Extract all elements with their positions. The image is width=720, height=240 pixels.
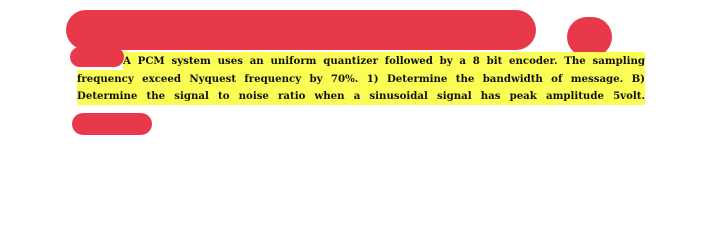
- redacted-mark: [567, 17, 612, 57]
- question-line-3: [77, 87, 657, 105]
- question-line-2: [77, 70, 657, 88]
- redacted-question-number: [70, 47, 124, 67]
- question-line-1: [77, 52, 657, 70]
- redacted-header: [66, 10, 536, 50]
- question-line-1-text: A PCM system uses an uniform quantizer followed by a 8 bit encoder. The sampling: [123, 52, 645, 70]
- question-line-2-text: frequency exceed Nyquest frequency by 70%. 1) Determine the bandwidth of message. B): [77, 70, 645, 88]
- question-text: [77, 52, 657, 105]
- redacted-footer: [72, 113, 152, 135]
- question-line-3-text: Determine the signal to noise ratio when a sinusoidal signal has peak amplitude 5volt.: [77, 87, 645, 105]
